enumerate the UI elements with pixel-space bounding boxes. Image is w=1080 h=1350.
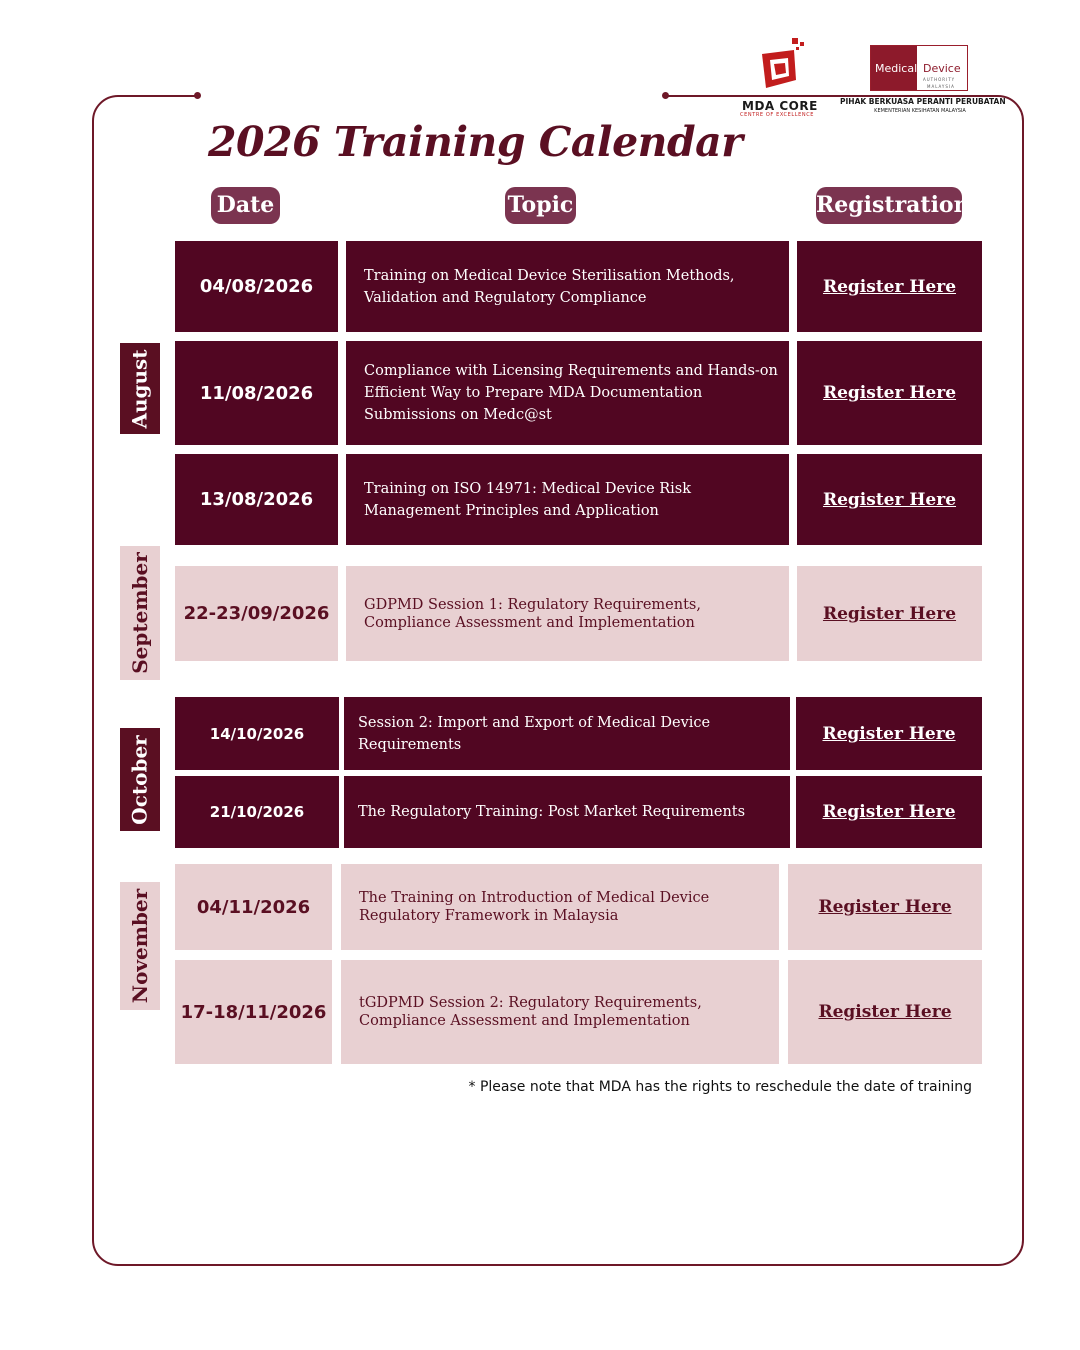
mda-core-logo [738, 38, 830, 120]
table-row-registration [796, 776, 982, 848]
table-row-date: 21/10/2026 [175, 776, 339, 848]
logo-tagline-1: PIHAK BERKUASA PERANTI PERUBATAN [840, 97, 1006, 106]
logo-tagline-2: KEMENTERIAN KESIHATAN MALAYSIA [874, 108, 966, 114]
table-row-registration [788, 864, 982, 950]
register-link[interactable]: Register Here [822, 276, 957, 297]
mda-authority-logo [840, 44, 1006, 120]
month-label-november: November [120, 882, 160, 1010]
table-row-registration [797, 454, 982, 545]
month-label-september: September [120, 546, 160, 680]
mda-core-text: MDA CORE [742, 99, 818, 113]
table-row-topic: tGDPMD Session 2: Regulatory Requirements, Compliance Assessment and Implementation [341, 960, 779, 1064]
table-row-date: 11/08/2026 [175, 341, 338, 445]
month-label-august: August [120, 343, 160, 434]
column-header-registration: Registration [816, 187, 962, 224]
month-label-october: October [120, 728, 160, 831]
table-row-topic: Training on Medical Device Sterilisation Methods, Validation and Regulatory Compliance [346, 241, 789, 332]
column-header-topic: Topic [505, 187, 576, 224]
register-link[interactable]: Register Here [822, 723, 956, 744]
register-link[interactable]: Register Here [822, 489, 957, 510]
table-row-topic: Training on ISO 14971: Medical Device Risk Management Principles and Application [346, 454, 789, 545]
table-row-date: 04/08/2026 [175, 241, 338, 332]
logo-word-authority: AUTHORITY [923, 77, 956, 82]
register-link[interactable]: Register Here [822, 603, 957, 624]
table-row-date: 22-23/09/2026 [175, 566, 338, 661]
register-link[interactable]: Register Here [818, 1002, 952, 1022]
table-row-registration [796, 697, 982, 770]
table-row-topic: The Regulatory Training: Post Market Requirements [344, 776, 790, 848]
register-link[interactable]: Register Here [822, 383, 957, 403]
footnote: * Please note that MDA has the rights to reschedule the date of training [468, 1079, 972, 1095]
table-row-registration [797, 566, 982, 661]
table-row-date: 04/11/2026 [175, 864, 332, 950]
register-link[interactable]: Register Here [822, 802, 956, 822]
table-row-topic: GDPMD Session 1: Regulatory Requirements, Compliance Assessment and Implementation [346, 566, 789, 661]
table-row-registration [788, 960, 982, 1064]
mda-core-subtext: CENTRE OF EXCELLENCE [740, 112, 815, 118]
frame-dot-left [194, 92, 201, 99]
page-title: 2026 Training Calendar [208, 118, 743, 166]
mda-core-logo-icon [752, 38, 822, 100]
mda-authority-logo-box [870, 45, 968, 91]
frame-dot-right [662, 92, 669, 99]
table-row-date: 14/10/2026 [175, 697, 339, 770]
table-row-topic: The Training on Introduction of Medical Device Regulatory Framework in Malaysia [341, 864, 779, 950]
table-row-registration [797, 241, 982, 332]
column-header-date: Date [211, 187, 280, 224]
frame-gap [200, 90, 664, 102]
logo-word-medical: Medical [875, 62, 918, 75]
table-row-registration [797, 341, 982, 445]
logo-word-malaysia: MALAYSIA [927, 84, 955, 89]
table-row-topic: Compliance with Licensing Requirements and Hands-on Efficient Way to Prepare MDA Documentation Submissions on Medc@st [346, 341, 789, 445]
logo-word-device: Device [923, 62, 961, 75]
table-row-date: 17-18/11/2026 [175, 960, 332, 1064]
register-link[interactable]: Register Here [818, 897, 952, 917]
table-row-topic: Session 2: Import and Export of Medical Device Requirements [344, 697, 790, 770]
table-row-date: 13/08/2026 [175, 454, 338, 545]
